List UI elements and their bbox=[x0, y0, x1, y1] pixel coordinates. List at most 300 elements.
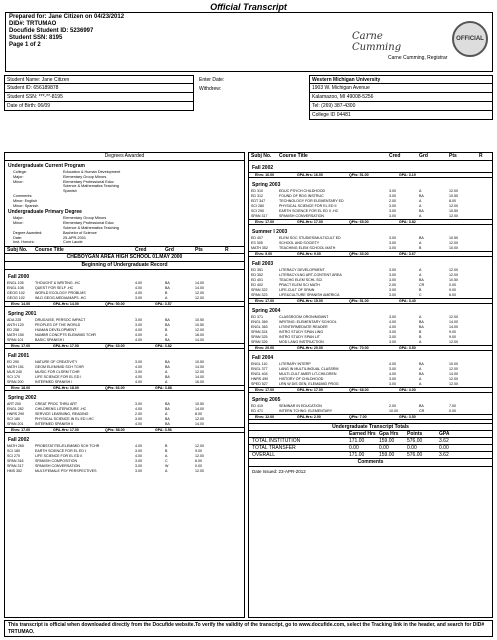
course-cell: A bbox=[419, 382, 422, 386]
program-label: Minor: English bbox=[13, 198, 38, 203]
course-cell: 3.00 bbox=[135, 370, 142, 375]
course-cell: 8.00 bbox=[195, 412, 202, 417]
course-cell: SPAN 326 bbox=[251, 340, 268, 344]
course-cell: PEOPLES OF THE WORLD bbox=[35, 323, 81, 328]
course-cell: 4.00 bbox=[135, 407, 142, 412]
course-cell: 3.00 bbox=[389, 293, 396, 297]
course-cell: 7.00 bbox=[449, 404, 456, 408]
left-col-headers bbox=[5, 246, 244, 254]
course-cell: INTRO STUDY SPAN LIT bbox=[279, 335, 321, 339]
course-cell: 12.00 bbox=[195, 291, 204, 296]
course-cell: 3.00 bbox=[389, 335, 396, 339]
course-cell: 8.00 bbox=[449, 199, 456, 203]
course-cell: 3.00 bbox=[389, 209, 396, 213]
course-cell: 12.00 bbox=[195, 296, 204, 301]
college-tel: Tel: (269) 387-4300 bbox=[309, 102, 493, 111]
course-cell: BA bbox=[165, 360, 170, 365]
course-cell: 12.00 bbox=[449, 273, 458, 277]
course-cell: ENGL 108 bbox=[7, 286, 24, 291]
record-begin: Beginning of Undergraduate Record bbox=[5, 262, 244, 270]
course-cell: 10.50 bbox=[449, 278, 458, 282]
program-label: Major: bbox=[13, 174, 24, 179]
course-cell: ENGL 404 bbox=[251, 372, 268, 376]
course-cell: 12.00 bbox=[195, 469, 204, 474]
course-cell: 12.00 bbox=[195, 454, 204, 459]
college-info bbox=[309, 75, 493, 120]
term-heading: Fall 2002 bbox=[252, 165, 274, 171]
course-cell: BA bbox=[165, 365, 170, 370]
right-col-headers bbox=[249, 153, 492, 161]
header-line: Prepared for: Jane Citizen on 04/23/2012 bbox=[9, 14, 125, 20]
course-cell: ENGL 377 bbox=[251, 367, 268, 371]
course-cell: MULTI-CULT AMER LIT-CHILDREN bbox=[279, 372, 337, 376]
term-total-cell: Ehrs: 16.00 bbox=[255, 173, 275, 177]
term-total-cell: GPA-Hrs: 16.00 bbox=[297, 173, 323, 177]
course-cell: THOUGHT & WRITING -HC bbox=[35, 281, 81, 286]
course-cell: SCI 180 bbox=[7, 449, 20, 454]
course-cell: 14.00 bbox=[195, 281, 204, 286]
course-cell: BA bbox=[165, 407, 170, 412]
term-heading: Summer I 2003 bbox=[252, 229, 288, 235]
course-cell: TECHNOLOGY FOR ELEMENTARY ED bbox=[279, 199, 344, 203]
term-total-cell: GPA-Hrs: 17.00 bbox=[297, 220, 323, 224]
course-cell: BA bbox=[165, 402, 170, 407]
term-total-cell: GPA: 3.56 bbox=[155, 428, 172, 433]
course-cell: SPAN 324 bbox=[251, 330, 268, 334]
totals-cell: OVERALL bbox=[252, 452, 276, 458]
totals-row bbox=[249, 452, 492, 459]
course-cell: 9.00 bbox=[449, 335, 456, 339]
term-total-cell: QPts: 51.00 bbox=[349, 299, 369, 303]
ug-primary-heading: Undergraduate Primary Degree bbox=[8, 209, 82, 216]
program-value: Bachelor of Science bbox=[63, 230, 97, 235]
course-cell: 12.00 bbox=[449, 367, 458, 371]
course-cell: WORLD ECOLOGY PROBLMS bbox=[35, 291, 86, 296]
course-cell: CLASSROOM ORGN/MGMNT bbox=[279, 315, 329, 319]
course-cell: GEOG 102 bbox=[7, 296, 25, 301]
program-value: Elementary Group Minors bbox=[63, 174, 107, 179]
course-cell: INTERN TCHNG: ELEMENTARY bbox=[279, 409, 333, 413]
course-cell: B bbox=[419, 330, 422, 334]
course-cell: EARTH SCIENCE FOR EL ED I bbox=[35, 449, 86, 454]
term-heading: Spring 2001 bbox=[8, 311, 37, 318]
course-cell: A bbox=[419, 214, 422, 218]
course-cell: ED 471 bbox=[251, 409, 263, 413]
course-cell: 3.00 bbox=[389, 330, 396, 334]
term-total-cell: GPA-Hrs: 17.00 bbox=[53, 428, 79, 433]
term-totals bbox=[249, 414, 492, 420]
term-totals bbox=[5, 385, 244, 391]
course-cell: 3.00 bbox=[135, 360, 142, 365]
course-cell: BA bbox=[165, 281, 170, 286]
course-cell: MULT/FEMALE PSY PERSPECTIVES bbox=[35, 469, 97, 474]
course-cell: SCI 180 bbox=[7, 417, 20, 422]
term-total-cell: GPA: 3.57 bbox=[155, 302, 172, 307]
course-cell: MATH 352 bbox=[251, 246, 268, 250]
course-cell: 4.00 bbox=[135, 328, 142, 333]
course-cell: INTERMED SPANISH II bbox=[35, 422, 74, 427]
course-cell: B bbox=[165, 291, 168, 296]
header-line: DID#: TRTUMAO bbox=[9, 21, 57, 27]
program-label: Minor: bbox=[13, 221, 24, 226]
course-cell: SPAN 317 bbox=[7, 464, 24, 469]
term-totals bbox=[249, 251, 492, 257]
official-seal-icon bbox=[452, 21, 488, 57]
course-cell: 10.50 bbox=[195, 402, 204, 407]
course-cell: ED 312 bbox=[251, 194, 263, 198]
course-cell: ENGL 369 bbox=[251, 320, 268, 324]
course-cell: B bbox=[165, 328, 168, 333]
term-total-cell: GPA-Hrs: 20.00 bbox=[297, 346, 323, 350]
course-cell: 10.00 bbox=[389, 409, 398, 413]
course-cell: 12.00 bbox=[449, 204, 458, 208]
program-value: Spanish bbox=[63, 189, 77, 194]
course-cell: TEACHING ELEM SCHOOL MATH bbox=[279, 246, 336, 250]
course-cell: 4.00 bbox=[389, 372, 396, 376]
course-cell: 9.00 bbox=[195, 449, 202, 454]
course-cell: 10.50 bbox=[195, 323, 204, 328]
course-cell: BA bbox=[419, 320, 424, 324]
course-cell: 4.00 bbox=[135, 380, 142, 385]
term-totals bbox=[249, 345, 492, 351]
course-cell: SCI 170 bbox=[7, 375, 20, 380]
right-column bbox=[248, 152, 493, 618]
column-header: Pts bbox=[195, 247, 203, 254]
course-cell: 3.00 bbox=[135, 469, 142, 474]
course-cell: 2.00 bbox=[389, 283, 396, 287]
course-cell: BA bbox=[165, 318, 170, 323]
course-cell: 4.00 bbox=[135, 281, 142, 286]
course-cell: 9.00 bbox=[449, 288, 456, 292]
course-cell: BA bbox=[419, 325, 424, 329]
course-cell: 14.00 bbox=[195, 286, 204, 291]
course-cell: SPAN 101 bbox=[7, 338, 24, 343]
program-label: Major: bbox=[13, 216, 24, 221]
term-total-cell: Ehrs: 14.00 bbox=[11, 302, 31, 307]
course-cell: 10.00 bbox=[449, 246, 458, 250]
course-cell: 4.00 bbox=[135, 338, 142, 343]
term-total-cell: GPA-Hrs: 17.00 bbox=[297, 388, 323, 392]
column-header: Grd bbox=[419, 153, 428, 159]
course-cell: MATH 151 bbox=[7, 365, 24, 370]
course-cell: 3.00 bbox=[389, 377, 396, 381]
course-cell: 14.00 bbox=[195, 375, 204, 380]
course-cell: MOD LANG INSTRUCTION bbox=[279, 340, 324, 344]
course-cell: ENGL 282 bbox=[7, 407, 24, 412]
course-cell: 3.00 bbox=[135, 318, 142, 323]
term-total-cell: GPA: 3.67 bbox=[399, 252, 416, 256]
course-cell: BA bbox=[165, 286, 170, 291]
term-total-cell: QPts: 7.00 bbox=[349, 415, 367, 419]
totals-cell: 0.00 bbox=[439, 445, 449, 451]
course-cell: 12.00 bbox=[449, 382, 458, 386]
totals-cell: 171.00 bbox=[349, 438, 365, 444]
term-total-cell: Ehrs: 18.00 bbox=[11, 386, 31, 391]
column-header: Pts bbox=[449, 153, 457, 159]
course-cell: PHYSICAL SCIENCE IN EL ED I-HC bbox=[35, 417, 94, 422]
course-cell: 4.00 bbox=[135, 333, 142, 338]
term-total-cell: QPts: 51.00 bbox=[349, 173, 369, 177]
term-total-cell: QPts: 66.00 bbox=[105, 386, 125, 391]
course-cell: GEOG 102 bbox=[7, 291, 25, 296]
course-cell: 3.00 bbox=[389, 214, 396, 218]
course-cell: B bbox=[419, 335, 422, 339]
course-cell: ED 258 bbox=[7, 328, 19, 333]
totals-cell: 3.62 bbox=[439, 438, 449, 444]
course-cell: ED 351 bbox=[251, 268, 263, 272]
course-cell: 3.00 bbox=[389, 382, 396, 386]
column-header: Course Title bbox=[279, 153, 308, 159]
term-total-cell: Ehrs: 17.00 bbox=[255, 299, 275, 303]
course-cell: ED 371 bbox=[251, 315, 263, 319]
course-cell: SPAN 322 bbox=[251, 288, 268, 292]
course-cell: 4.00 bbox=[389, 320, 396, 324]
term-total-cell: Ehrs: 17.00 bbox=[255, 220, 275, 224]
program-value: Science & Mathematics Teaching bbox=[63, 225, 119, 230]
course-cell: BA bbox=[419, 372, 424, 376]
course-cell: SPAN 200 bbox=[7, 380, 24, 385]
course-cell: 3.00 bbox=[389, 194, 396, 198]
course-cell: NUMBR CONCPTS ELEM/MID TCHR bbox=[35, 333, 97, 338]
course-cell: SPANISH CONVERSATION bbox=[279, 214, 324, 218]
course-cell: BA bbox=[165, 422, 170, 427]
totals-cell: 159.00 bbox=[379, 452, 395, 458]
term-totals bbox=[5, 427, 244, 433]
column-header: R bbox=[479, 153, 483, 159]
totals-header: Gpa Hrs bbox=[379, 431, 399, 437]
degrees-title: Degrees Awarded bbox=[5, 153, 244, 161]
course-cell: 3.00 bbox=[135, 464, 142, 469]
term-total-cell: GPA: 3.50 bbox=[399, 415, 416, 419]
course-cell: 3.00 bbox=[135, 296, 142, 301]
course-cell: 12.00 bbox=[449, 315, 458, 319]
term-total-cell: GPA: 3.40 bbox=[399, 299, 416, 303]
totals-title: Undergraduate Transcript Totals bbox=[249, 423, 492, 431]
course-cell: TEACHG ELEM SCHL SCI bbox=[279, 278, 323, 282]
student-id: Student ID: 656189878 bbox=[4, 84, 194, 93]
term-total-cell: GPA-Hrs: 9.00 bbox=[297, 252, 321, 256]
course-cell: 10.50 bbox=[449, 209, 458, 213]
term-total-cell: GPA: 3.19 bbox=[399, 173, 416, 177]
term-total-cell: Ehrs: 20.00 bbox=[255, 346, 275, 350]
term-total-cell: GPA: 3.82 bbox=[399, 220, 416, 224]
course-cell: ELEM SOC STUDIES/MULTICULT ED bbox=[279, 236, 341, 240]
course-cell: ENGL 110 bbox=[251, 362, 268, 366]
term-heading: Spring 2003 bbox=[252, 182, 281, 188]
course-cell: LITERACY DEVELOPMENT bbox=[279, 268, 325, 272]
course-cell: BA bbox=[419, 362, 424, 366]
course-cell: 12.00 bbox=[195, 444, 204, 449]
course-cell: SPANISH COMPOSITION bbox=[35, 459, 78, 464]
student-name: Student Name: Jane Citizen bbox=[4, 75, 194, 84]
course-cell: MATH 150 bbox=[7, 333, 24, 338]
course-cell: LIFE-CULT OF SPAIN bbox=[279, 288, 315, 292]
course-cell: ED 290 bbox=[7, 360, 19, 365]
course-cell: QUEST FOR SELF -HC bbox=[35, 286, 74, 291]
program-value: Science & Mathematics Teaching bbox=[63, 184, 119, 189]
course-cell: A bbox=[165, 296, 168, 301]
totals-header: Points bbox=[407, 431, 423, 437]
course-cell: SPANISH CONVERSATION bbox=[35, 464, 80, 469]
course-cell: C bbox=[419, 293, 422, 297]
term-total-cell: Ehrs: 17.00 bbox=[11, 344, 31, 349]
course-cell: ED 401 bbox=[251, 278, 263, 282]
course-cell: C bbox=[165, 459, 168, 464]
course-cell: INTRO STUDY SPAN LING bbox=[279, 330, 324, 334]
course-cell: B bbox=[419, 246, 422, 250]
course-cell: 14.00 bbox=[449, 325, 458, 329]
signature-caption: Carne Cumming, Registrar bbox=[388, 55, 448, 61]
program-label: Comments: bbox=[13, 193, 33, 198]
course-cell: BA bbox=[165, 417, 170, 422]
program-label: Degree Awarded: bbox=[13, 230, 43, 235]
course-cell: 16.00 bbox=[195, 380, 204, 385]
course-cell: MUSIC FOR CLSRM TCHR bbox=[35, 370, 80, 375]
course-cell: B bbox=[419, 288, 422, 292]
course-cell: SEMINAR IN EDUCATION bbox=[279, 404, 322, 408]
course-cell: CR bbox=[419, 283, 425, 287]
term-heading: Spring 2004 bbox=[252, 308, 281, 314]
course-cell: LIFE SCIENCE FOR EL ED I bbox=[35, 375, 82, 380]
totals-cell: TOTAL INSTITUTION bbox=[252, 438, 301, 444]
column-header: Grd bbox=[165, 247, 174, 254]
course-cell: A bbox=[165, 412, 168, 417]
term-heading: Fall 2003 bbox=[252, 261, 274, 267]
course-cell: SPAN 323 bbox=[251, 293, 268, 297]
term-total-cell: GPA-Hrs: 17.00 bbox=[53, 344, 79, 349]
course-cell: BA bbox=[165, 338, 170, 343]
term-total-cell: Ehrs: 9.00 bbox=[255, 252, 273, 256]
course-cell: 4.00 bbox=[135, 286, 142, 291]
course-cell: EARTH SCIENCE FOR EL ED II -HC bbox=[279, 209, 339, 213]
course-cell: 12.00 bbox=[449, 189, 458, 193]
course-cell: SCI 270 bbox=[7, 454, 20, 459]
course-cell: 4.00 bbox=[135, 365, 142, 370]
program-label: Inst. Honors: bbox=[13, 240, 35, 245]
totals-cell: 3.62 bbox=[439, 452, 449, 458]
course-cell: EDUC PSYCH CHILDHOOD bbox=[279, 189, 326, 193]
course-cell: 12.00 bbox=[195, 370, 204, 375]
course-cell: 4.00 bbox=[135, 422, 142, 427]
course-cell: A bbox=[419, 367, 422, 371]
course-cell: ED 410 bbox=[251, 404, 263, 408]
course-cell: 14.00 bbox=[195, 422, 204, 427]
term-total-cell: QPts: 70.00 bbox=[349, 346, 369, 350]
course-cell: 0.00 bbox=[449, 409, 456, 413]
course-cell: ADA 225 bbox=[7, 318, 22, 323]
course-cell: A bbox=[165, 454, 168, 459]
student-dob: Date of Birth: 06/09 bbox=[4, 102, 194, 111]
term-total-cell: QPts: 33.00 bbox=[349, 252, 369, 256]
course-cell: A bbox=[419, 273, 422, 277]
course-cell: 3.00 bbox=[389, 367, 396, 371]
course-cell: LITERACY/LNG ART-CONTENT AREA bbox=[279, 273, 342, 277]
course-cell: B bbox=[165, 449, 168, 454]
term-total-cell: QPts: 65.00 bbox=[349, 220, 369, 224]
course-cell: PROBSTAT/TEL/ELEM/MID SCH TCHR bbox=[35, 444, 100, 449]
term-total-cell: GPA: 3.50 bbox=[399, 346, 416, 350]
left-column bbox=[4, 152, 245, 618]
course-cell: 14.00 bbox=[195, 407, 204, 412]
term-total-cell: QPts: 63.00 bbox=[105, 344, 125, 349]
course-cell: 3.00 bbox=[389, 189, 396, 193]
course-cell: LANG IN MULTILINGUAL CLASSRM bbox=[279, 367, 339, 371]
totals-cell: 0.00 bbox=[379, 445, 389, 451]
course-cell: A bbox=[165, 469, 168, 474]
totals-row bbox=[249, 438, 492, 445]
course-cell: SPAN 316 bbox=[7, 459, 24, 464]
course-cell: SPAN 317 bbox=[251, 214, 268, 218]
course-cell: BASIC SPANISH I bbox=[35, 338, 65, 343]
course-cell: SCI 290 bbox=[251, 209, 264, 213]
term-total-cell: Ehrs: 17.00 bbox=[255, 388, 275, 392]
header-line: Docufide Student ID: 5236997 bbox=[9, 28, 94, 34]
course-cell: ART 200 bbox=[7, 402, 22, 407]
course-cell: ENGL 105 bbox=[7, 281, 24, 286]
course-cell: 6.00 bbox=[449, 293, 456, 297]
course-cell: HNRS 290 bbox=[7, 412, 25, 417]
comments-title: Comments bbox=[249, 459, 492, 467]
term-totals bbox=[249, 387, 492, 393]
course-cell: 2.00 bbox=[135, 412, 142, 417]
enter-date: Enter Date: bbox=[199, 77, 225, 83]
term-totals bbox=[5, 343, 244, 349]
course-cell: 12.00 bbox=[449, 241, 458, 245]
column-header: Subj No. bbox=[251, 153, 272, 159]
totals-cell: 0.00 bbox=[349, 445, 359, 451]
course-cell: 3.00 bbox=[389, 268, 396, 272]
course-cell: SCI 280 bbox=[251, 204, 264, 208]
course-cell: 3.00 bbox=[135, 449, 142, 454]
seal-text: OFFICIAL bbox=[456, 36, 484, 42]
course-cell: 4.00 bbox=[389, 362, 396, 366]
course-cell: 3.00 bbox=[135, 402, 142, 407]
totals-cell: TOTAL TRANSFER bbox=[252, 445, 296, 451]
course-cell: A bbox=[419, 315, 422, 319]
term-heading: Spring 2005 bbox=[252, 397, 281, 403]
course-cell: BA bbox=[419, 278, 424, 282]
program-label: College: bbox=[13, 170, 27, 174]
term-totals bbox=[249, 172, 492, 178]
course-cell: 16.00 bbox=[195, 333, 204, 338]
term-total-cell: Ehrs: 12.00 bbox=[255, 415, 275, 419]
course-cell: LIT/INTERMEDIATE READER bbox=[279, 325, 328, 329]
course-cell: 12.00 bbox=[449, 377, 458, 381]
course-cell: 10.00 bbox=[449, 362, 458, 366]
course-cell: 2.00 bbox=[389, 199, 396, 203]
enrollment-info bbox=[199, 76, 224, 94]
footer-notice: This transcript is official when downloaded directly from the Docufide website.To verify the validity of the transcript, go to www.docufide.com, select the Tracking link in the header, and search for DID# TRTUMAO. bbox=[4, 620, 493, 637]
course-cell: 3.00 bbox=[389, 241, 396, 245]
course-cell: A bbox=[419, 340, 422, 344]
program-row bbox=[5, 240, 244, 245]
term-total-cell: QPts: 58.00 bbox=[105, 428, 125, 433]
course-cell: 10.50 bbox=[449, 194, 458, 198]
course-cell: CR bbox=[419, 409, 425, 413]
program-value: 25-APR-2001 bbox=[63, 235, 87, 240]
course-cell: SPAN 201 bbox=[7, 422, 24, 427]
withdrew: Withdrew: bbox=[199, 86, 222, 92]
term-total-cell: GPA: 4.00 bbox=[399, 388, 416, 392]
course-cell: 3.00 bbox=[389, 340, 396, 344]
course-cell: SERVICE LEARNING, READING bbox=[35, 412, 89, 417]
course-cell: 4.00 bbox=[389, 325, 396, 329]
header-line: Page 1 of 2 bbox=[9, 42, 41, 48]
term-heading: Fall 2002 bbox=[8, 437, 30, 444]
course-cell: CHILDRENS LITERATURE -HC bbox=[35, 407, 87, 412]
college-name: Western Michigan University bbox=[309, 75, 493, 84]
course-cell: 4.00 bbox=[135, 444, 142, 449]
